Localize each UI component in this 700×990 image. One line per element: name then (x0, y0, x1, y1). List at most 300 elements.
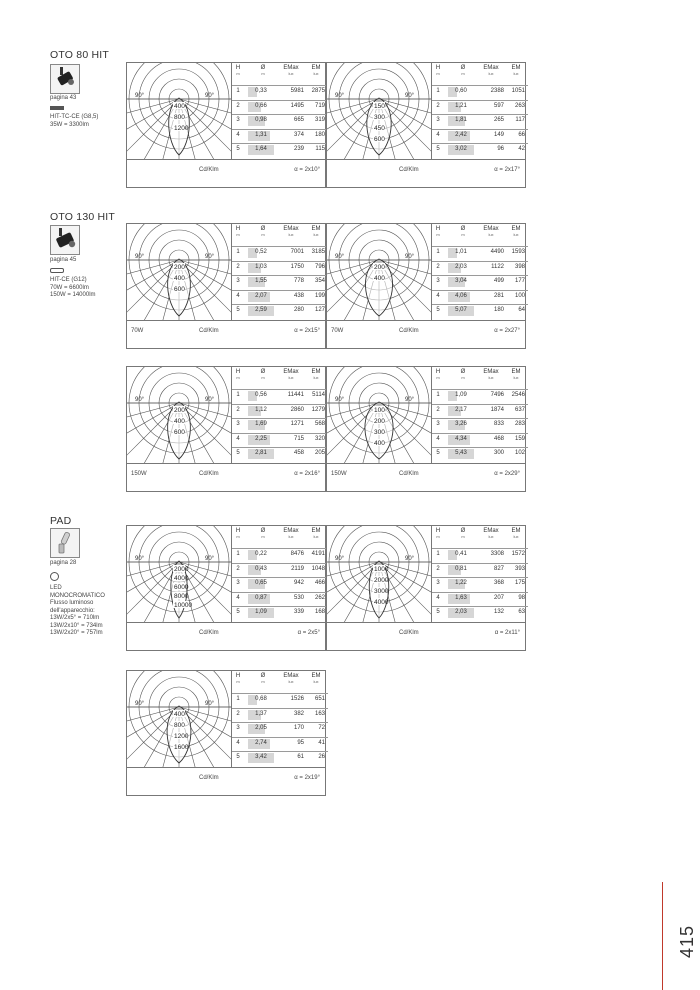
table-row (232, 404, 328, 416)
cell-em: 64 (518, 307, 525, 313)
cell-diameter: 1,55 (255, 278, 267, 284)
intensity-label: 2000 (174, 566, 189, 573)
photometric-panel-3 (126, 223, 326, 349)
table-row (232, 447, 328, 459)
cell-emax: 374 (293, 131, 304, 138)
cell-emax: 458 (293, 450, 304, 456)
cell-emax: 382 (293, 710, 304, 717)
beam-angle-label: α = 2x11° (494, 630, 520, 636)
table-row (432, 433, 528, 445)
cell-em: 283 (514, 421, 525, 427)
col-header-h: H m (435, 226, 441, 237)
intensity-label: 4000 (174, 575, 189, 582)
col-header-diameter: Ø m (260, 528, 266, 539)
lamp-type-icon (50, 268, 64, 273)
cell-em: 354 (314, 278, 325, 284)
cell-emax: 300 (493, 450, 504, 456)
cell-diameter: 2,07 (255, 292, 267, 299)
cell-em: 205 (314, 450, 325, 456)
pagina-ref: pagina 43 (50, 95, 77, 101)
cell-em: 175 (514, 580, 525, 586)
illuminance-table (231, 671, 327, 767)
col-header-h: H m (435, 65, 441, 76)
spotlight-icon (51, 65, 79, 93)
table-row (232, 85, 328, 97)
col-header-emax: EMax lux (483, 369, 499, 380)
col-header-emax: EMax lux (283, 673, 299, 684)
power-label: 70W (131, 328, 144, 334)
led-icon (50, 572, 59, 581)
intensity-label: 800 (174, 114, 185, 121)
intensity-label: 2000 (374, 577, 389, 584)
cell-h: 2 (436, 406, 440, 413)
cell-emax: 2860 (290, 406, 304, 413)
cell-em: 63 (518, 609, 525, 615)
cell-diameter: 1,21 (455, 102, 467, 109)
beam-angle-label: α = 2x15° (294, 328, 320, 334)
cdklm-label: Cd/Klm (199, 630, 219, 636)
cell-h: 1 (436, 88, 440, 94)
cell-diameter: 5,07 (455, 307, 467, 313)
polar-diagram (127, 224, 231, 320)
product-info-pad (50, 560, 124, 638)
cell-emax: 281 (493, 292, 504, 299)
cell-diameter: 2,81 (255, 450, 267, 456)
illuminance-table (431, 367, 527, 463)
cell-diameter: 0,87 (255, 594, 267, 601)
cell-h: 1 (436, 551, 440, 557)
col-header-h: H m (235, 65, 241, 76)
table-row (432, 563, 528, 575)
angle-label-right: 90° (205, 254, 215, 260)
beam-angle-label: α = 2x19° (294, 775, 320, 781)
cell-h: 4 (436, 435, 440, 442)
cell-emax: 597 (493, 102, 504, 109)
col-header-em: EM lux (511, 369, 521, 380)
col-header-h: H m (235, 673, 241, 684)
cell-em: 1051 (511, 88, 525, 94)
cell-emax: 95 (297, 739, 304, 746)
beam-angle-label: α = 2x5° (297, 630, 320, 636)
table-row (432, 275, 528, 287)
angle-label-left: 90° (135, 556, 145, 562)
cell-diameter: 1,37 (255, 710, 267, 717)
cell-diameter: 0,68 (255, 696, 267, 702)
section-title-oto130: OTO 130 HIT (50, 211, 116, 223)
table-row (432, 548, 528, 560)
cell-diameter: 2,03 (455, 609, 467, 615)
lamp-type-icon (50, 106, 64, 110)
cell-em: 4191 (311, 551, 325, 557)
col-header-h: H m (235, 226, 241, 237)
table-row (432, 114, 528, 126)
product-thumbnail-oto80 (50, 64, 80, 94)
table-row (232, 548, 328, 560)
cell-diameter: 3,42 (255, 754, 267, 760)
spec-line: 13W/2x5° = 710lm (50, 615, 100, 621)
table-row (232, 129, 328, 141)
illuminance-table (231, 526, 327, 622)
cdklm-label: Cd/Klm (399, 167, 419, 173)
spec-line: 70W = 6600lm (50, 284, 89, 291)
cell-h: 4 (436, 292, 440, 299)
angle-label-left: 90° (335, 93, 345, 99)
cell-h: 3 (436, 421, 440, 427)
photometric-panel-7 (126, 525, 326, 651)
table-row (432, 577, 528, 589)
angle-label-right: 90° (405, 397, 415, 403)
cell-h: 5 (236, 754, 240, 760)
product-info-oto130 (50, 257, 124, 300)
intensity-label: 1200 (174, 733, 189, 740)
col-header-diameter: Ø m (460, 226, 466, 237)
polar-diagram (127, 367, 231, 463)
cell-emax: 3308 (490, 551, 504, 557)
angle-label-left: 90° (335, 254, 345, 260)
cell-diameter: 3,26 (455, 421, 467, 427)
panel-divider (127, 767, 325, 768)
cell-em: 466 (314, 580, 325, 586)
cell-emax: 1271 (290, 421, 304, 427)
section-title-pad: PAD (50, 515, 72, 527)
intensity-label: 600 (174, 429, 185, 436)
cell-h: 5 (236, 146, 240, 152)
cell-h: 5 (236, 307, 240, 313)
cell-emax: 339 (293, 609, 304, 615)
table-row (432, 246, 528, 258)
intensity-label: 300 (374, 114, 385, 121)
intensity-label: 8000 (174, 593, 189, 600)
cell-h: 2 (436, 102, 440, 109)
col-header-em: EM lux (311, 65, 321, 76)
angle-label-left: 90° (335, 556, 345, 562)
cell-em: 1048 (311, 565, 325, 572)
cell-emax: 170 (293, 725, 304, 731)
table-row (232, 261, 328, 273)
cell-h: 4 (236, 594, 240, 601)
product-thumbnail-pad (50, 528, 80, 558)
intensity-label: 6000 (174, 584, 189, 591)
polar-diagram (127, 526, 231, 622)
cdklm-label: Cd/Klm (199, 328, 219, 334)
cell-em: 719 (314, 102, 325, 109)
spec-line: 13W/2x10° = 734lm (50, 622, 103, 629)
cell-h: 3 (236, 278, 240, 284)
panel-divider (127, 159, 325, 160)
cell-diameter: 2,05 (255, 725, 267, 731)
table-row (432, 304, 528, 316)
cell-emax: 5981 (290, 88, 304, 94)
cell-emax: 942 (293, 580, 304, 586)
cell-emax: 438 (293, 292, 304, 299)
cell-em: 651 (314, 696, 325, 702)
cell-h: 4 (436, 131, 440, 138)
power-label: 150W (331, 471, 347, 477)
intensity-label: 1200 (174, 125, 189, 132)
spec-line: Flusso luminoso (50, 600, 94, 606)
intensity-label: 200 (174, 264, 185, 271)
cell-emax: 280 (293, 307, 304, 313)
table-row (432, 85, 528, 97)
cell-h: 4 (436, 594, 440, 601)
cell-h: 3 (436, 278, 440, 284)
cell-emax: 1526 (290, 696, 304, 702)
cell-diameter: 2,25 (255, 435, 267, 442)
cell-diameter: 3,04 (455, 278, 467, 284)
intensity-label: 400 (374, 275, 385, 282)
table-row (432, 261, 528, 273)
intensity-label: 200 (374, 264, 385, 271)
intensity-label: 400 (174, 418, 185, 425)
polar-diagram (327, 367, 431, 463)
cell-em: 72 (318, 725, 325, 731)
table-row (232, 708, 328, 720)
intensity-label: 4000 (374, 599, 389, 606)
cell-em: 5114 (312, 392, 325, 398)
col-header-emax: EMax lux (483, 226, 499, 237)
col-header-em: EM lux (311, 226, 321, 237)
col-header-em: EM lux (511, 528, 521, 539)
table-row (232, 114, 328, 126)
spotlight-icon (51, 226, 79, 254)
col-header-diameter: Ø m (460, 369, 466, 380)
table-row (432, 606, 528, 618)
product-thumbnail-oto130 (50, 225, 80, 255)
table-row (232, 275, 328, 287)
col-header-emax: EMax lux (283, 65, 299, 76)
cell-h: 2 (436, 565, 440, 572)
spec-line: 13W/2x20° = 757lm (50, 630, 103, 636)
led-spot-icon (51, 529, 79, 557)
panel-divider (127, 463, 325, 464)
cell-h: 5 (236, 609, 240, 615)
table-row (232, 737, 328, 749)
cell-emax: 7001 (290, 249, 304, 255)
cell-diameter: 0,33 (255, 88, 267, 94)
cell-em: 319 (314, 117, 325, 123)
cell-h: 4 (236, 131, 240, 138)
spec-line: 150W = 14000lm (50, 292, 96, 298)
cell-em: 568 (314, 421, 325, 427)
intensity-label: 400 (174, 711, 185, 718)
col-header-h: H m (435, 369, 441, 380)
cell-h: 4 (236, 292, 240, 299)
page-number: 415 (677, 924, 697, 958)
cell-diameter: 1,22 (455, 580, 467, 586)
cdklm-label: Cd/Klm (199, 775, 219, 781)
cell-h: 1 (236, 551, 240, 557)
cell-diameter: 2,03 (455, 263, 467, 270)
cell-em: 41 (318, 739, 325, 746)
cell-diameter: 0,65 (255, 580, 267, 586)
cell-diameter: 1,64 (255, 146, 267, 152)
table-row (232, 592, 328, 604)
cell-h: 3 (236, 421, 240, 427)
col-header-emax: EMax lux (283, 528, 299, 539)
beam-angle-label: α = 2x17° (494, 167, 520, 173)
intensity-label: 100 (374, 407, 385, 414)
table-row (232, 389, 328, 401)
cell-h: 3 (436, 580, 440, 586)
cell-emax: 468 (493, 435, 504, 442)
cell-emax: 715 (293, 435, 304, 442)
cell-emax: 2119 (291, 565, 304, 572)
cell-diameter: 0,98 (255, 117, 267, 123)
angle-label-right: 90° (205, 397, 215, 403)
cell-diameter: 1,81 (455, 117, 467, 123)
cell-emax: 827 (493, 565, 504, 572)
col-header-h: H m (235, 528, 241, 539)
photometric-panel-2 (326, 62, 526, 188)
col-header-diameter: Ø m (260, 65, 266, 76)
cell-emax: 1750 (290, 263, 304, 270)
cell-emax: 239 (293, 146, 304, 152)
cell-emax: 96 (497, 146, 504, 152)
cell-diameter: 4,34 (455, 435, 467, 442)
table-row (432, 592, 528, 604)
beam-angle-label: α = 2x10° (294, 167, 320, 173)
section-title-oto80: OTO 80 HIT (50, 49, 109, 61)
cell-h: 1 (436, 249, 440, 255)
cdklm-label: Cd/Klm (199, 471, 219, 477)
col-header-diameter: Ø m (260, 226, 266, 237)
cell-h: 3 (236, 117, 240, 123)
spec-line: HIT-TC-CE (G8,5) (50, 114, 99, 120)
cdklm-label: Cd/Klm (399, 630, 419, 636)
angle-label-right: 90° (205, 93, 215, 99)
col-header-diameter: Ø m (260, 369, 266, 380)
col-header-em: EM lux (511, 226, 521, 237)
cell-h: 5 (236, 450, 240, 456)
polar-diagram (327, 63, 431, 159)
cell-h: 1 (236, 696, 240, 702)
table-row (232, 100, 328, 112)
cell-h: 3 (436, 117, 440, 123)
cell-em: 168 (314, 609, 325, 615)
photometric-panel-9 (126, 670, 326, 796)
cell-h: 3 (236, 725, 240, 731)
cdklm-label: Cd/Klm (399, 471, 419, 477)
cell-emax: 530 (293, 594, 304, 601)
cell-em: 320 (314, 435, 325, 442)
spec-line: 35W = 3300lm (50, 121, 89, 128)
cell-h: 4 (236, 435, 240, 442)
table-row (232, 418, 328, 430)
col-header-emax: EMax lux (483, 528, 499, 539)
col-header-emax: EMax lux (483, 65, 499, 76)
photometric-panel-8 (326, 525, 526, 651)
cell-em: 262 (314, 594, 325, 601)
cell-em: 180 (314, 131, 325, 138)
cell-em: 393 (514, 565, 525, 572)
power-label: 150W (131, 471, 147, 477)
angle-label-right: 90° (405, 93, 415, 99)
intensity-label: 200 (174, 407, 185, 414)
cell-em: 163 (314, 710, 325, 717)
photometric-panel-4 (326, 223, 526, 349)
panel-divider (327, 320, 525, 321)
intensity-label: 3000 (374, 588, 389, 595)
cell-h: 1 (436, 392, 440, 398)
beam-angle-label: α = 2x16° (294, 471, 320, 477)
cell-diameter: 2,74 (255, 739, 267, 746)
table-row (232, 577, 328, 589)
cell-diameter: 0,56 (255, 392, 267, 398)
cell-em: 66 (518, 131, 525, 138)
cell-h: 5 (436, 146, 440, 152)
intensity-label: 400 (374, 440, 385, 447)
photometric-panel-1 (126, 62, 326, 188)
cell-h: 4 (236, 739, 240, 746)
intensity-label: 300 (374, 429, 385, 436)
cell-diameter: 0,60 (455, 88, 467, 94)
table-row (432, 447, 528, 459)
cell-em: 2875 (311, 88, 325, 94)
table-row (432, 389, 528, 401)
cell-diameter: 0,41 (455, 551, 467, 557)
cell-h: 3 (236, 580, 240, 586)
intensity-label: 400 (174, 275, 185, 282)
intensity-label: 600 (374, 136, 385, 143)
beam-angle-label: α = 2x29° (494, 471, 520, 477)
angle-label-left: 90° (135, 397, 145, 403)
intensity-label: 150 (374, 103, 385, 110)
cell-emax: 368 (493, 580, 504, 586)
table-row (232, 246, 328, 258)
illuminance-table (431, 526, 527, 622)
cdklm-label: Cd/Klm (399, 328, 419, 334)
cell-em: 26 (318, 754, 325, 760)
cell-h: 2 (236, 102, 240, 109)
panel-divider (127, 622, 325, 623)
cell-h: 1 (236, 392, 240, 398)
illuminance-table (231, 63, 327, 159)
cell-diameter: 1,69 (255, 421, 267, 427)
cell-em: 2546 (511, 392, 525, 398)
cell-diameter: 4,06 (455, 292, 467, 299)
cell-h: 1 (236, 88, 240, 94)
cell-em: 796 (314, 263, 325, 270)
panel-divider (327, 622, 525, 623)
cell-diameter: 0,81 (455, 565, 467, 572)
cell-diameter: 0,43 (255, 565, 267, 572)
cell-h: 2 (236, 565, 240, 572)
col-header-emax: EMax lux (283, 369, 299, 380)
cell-h: 2 (236, 263, 240, 270)
table-row (232, 143, 328, 155)
panel-divider (127, 320, 325, 321)
angle-label-left: 90° (335, 397, 345, 403)
cell-diameter: 1,01 (455, 249, 467, 255)
intensity-label: 10000 (174, 602, 193, 609)
cell-em: 3185 (311, 249, 325, 255)
intensity-label: 450 (374, 125, 385, 132)
table-row (232, 433, 328, 445)
cell-diameter: 5,43 (455, 450, 467, 456)
table-row (432, 290, 528, 302)
table-row (432, 404, 528, 416)
col-header-diameter: Ø m (460, 65, 466, 76)
illuminance-table (231, 224, 327, 320)
cell-emax: 265 (493, 117, 504, 123)
cell-em: 102 (514, 450, 525, 456)
beam-angle-label: α = 2x27° (494, 328, 520, 334)
cell-em: 1279 (311, 406, 325, 413)
cell-emax: 833 (493, 421, 504, 427)
panel-divider (327, 159, 525, 160)
intensity-label: 800 (174, 722, 185, 729)
table-row (232, 563, 328, 575)
